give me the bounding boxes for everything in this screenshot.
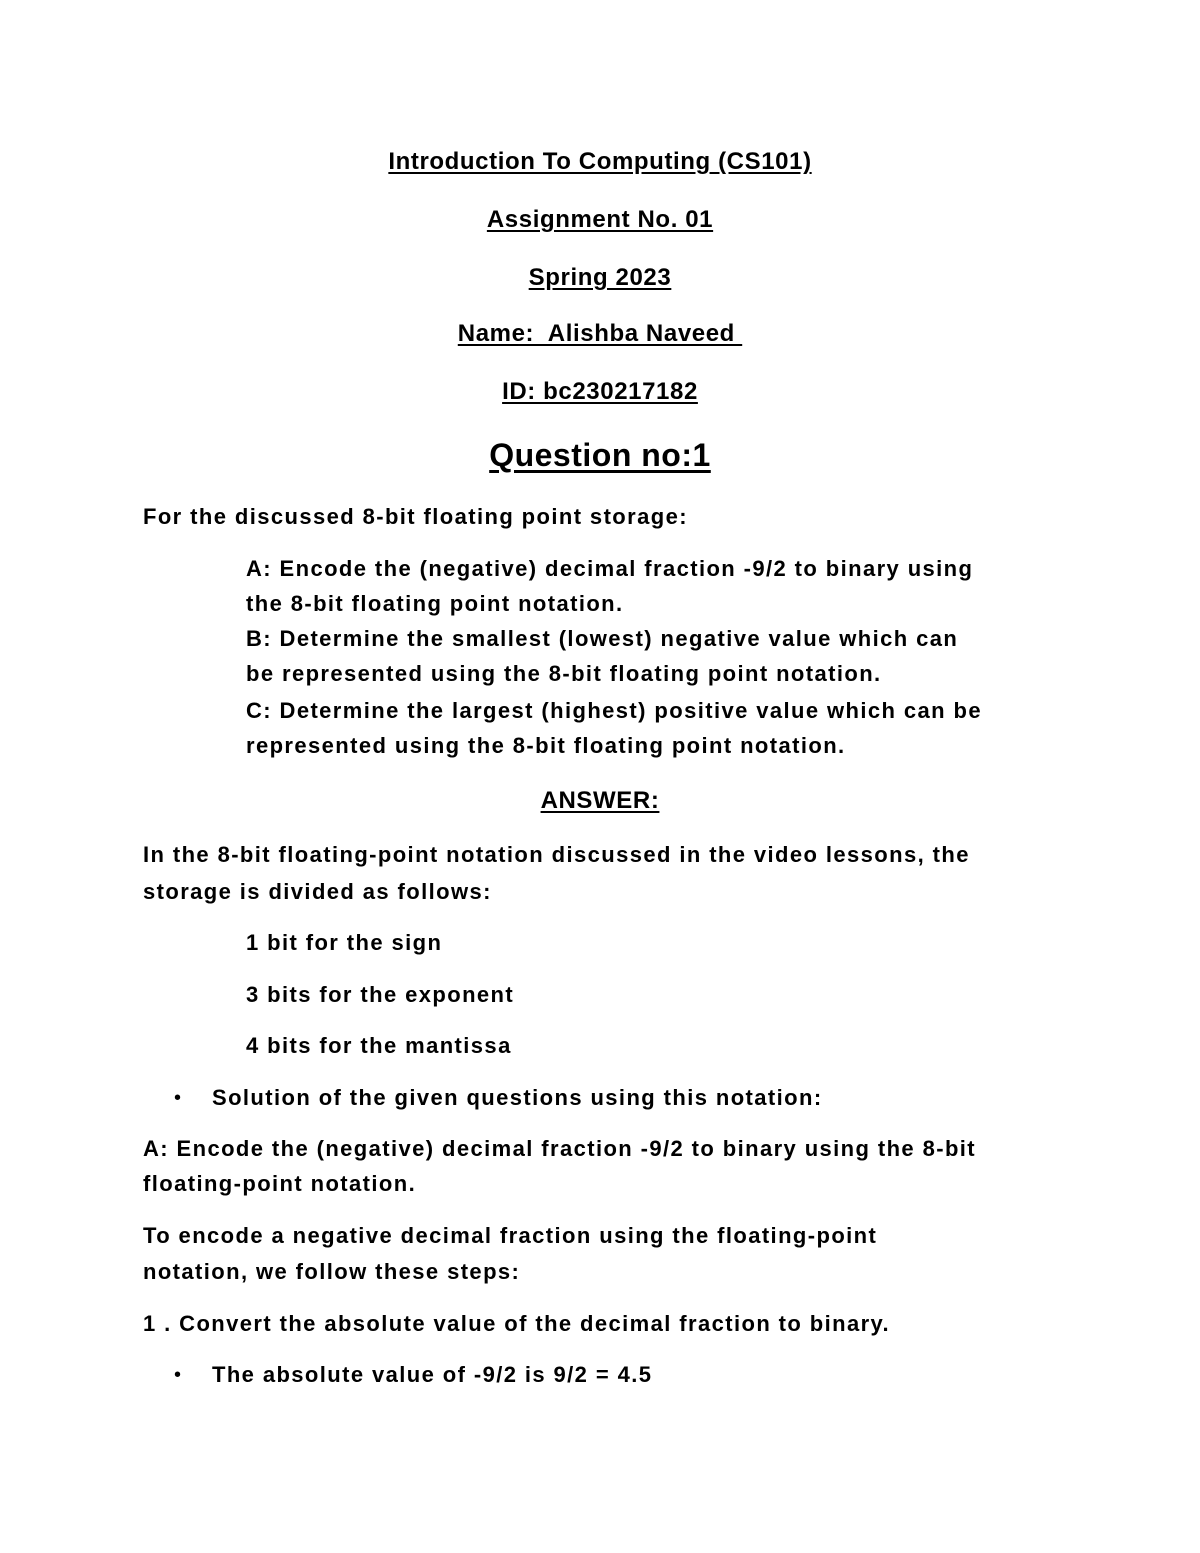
student-name: Name: Alishba Naveed — [457, 320, 743, 347]
question-part-line: be represented using the 8-bit floating point notation. — [246, 661, 882, 686]
steps-intro-line: To encode a negative decimal fraction using the floating-point — [143, 1223, 878, 1248]
course-title: Introduction To Computing (CS101) — [388, 148, 812, 175]
answer-title: ANSWER: — [540, 787, 660, 814]
question-part-line: A: Encode the (negative) decimal fraction -9/2 to binary using — [246, 556, 974, 581]
division-item-sign: 1 bit for the sign — [246, 930, 443, 955]
question-part-line: represented using the 8-bit floating point notation. — [246, 733, 846, 758]
bullet-absolute-value: The absolute value of -9/2 is 9/2 = 4.5 — [212, 1362, 653, 1387]
assignment-number: Assignment No. 01 — [486, 206, 714, 233]
answer-intro-line: storage is divided as follows: — [143, 879, 492, 904]
term: Spring 2023 — [528, 264, 672, 291]
step-1: 1 . Convert the absolute value of the decimal fraction to binary. — [143, 1311, 891, 1336]
question-part-line: B: Determine the smallest (lowest) negative value which can — [246, 626, 959, 651]
bullet-icon: • — [174, 1364, 182, 1386]
steps-intro-line: notation, we follow these steps: — [143, 1259, 521, 1284]
division-item-mantissa: 4 bits for the mantissa — [246, 1033, 512, 1058]
question-intro: For the discussed 8-bit floating point storage: — [143, 504, 688, 529]
division-item-exponent: 3 bits for the exponent — [246, 982, 515, 1007]
question-title: Question no:1 — [489, 437, 711, 473]
answer-intro-line: In the 8-bit floating-point notation discussed in the video lessons, the — [143, 842, 970, 867]
student-id: ID: bc230217182 — [502, 378, 698, 405]
question-part-line: C: Determine the largest (highest) positive value which can be — [246, 698, 982, 723]
question-part-line: the 8-bit floating point notation. — [246, 591, 624, 616]
bullet-solution: Solution of the given questions using this notation: — [212, 1085, 823, 1110]
part-a-line: A: Encode the (negative) decimal fraction -9/2 to binary using the 8-bit — [143, 1136, 977, 1161]
part-a-line: floating-point notation. — [143, 1171, 417, 1196]
bullet-icon: • — [174, 1087, 182, 1109]
